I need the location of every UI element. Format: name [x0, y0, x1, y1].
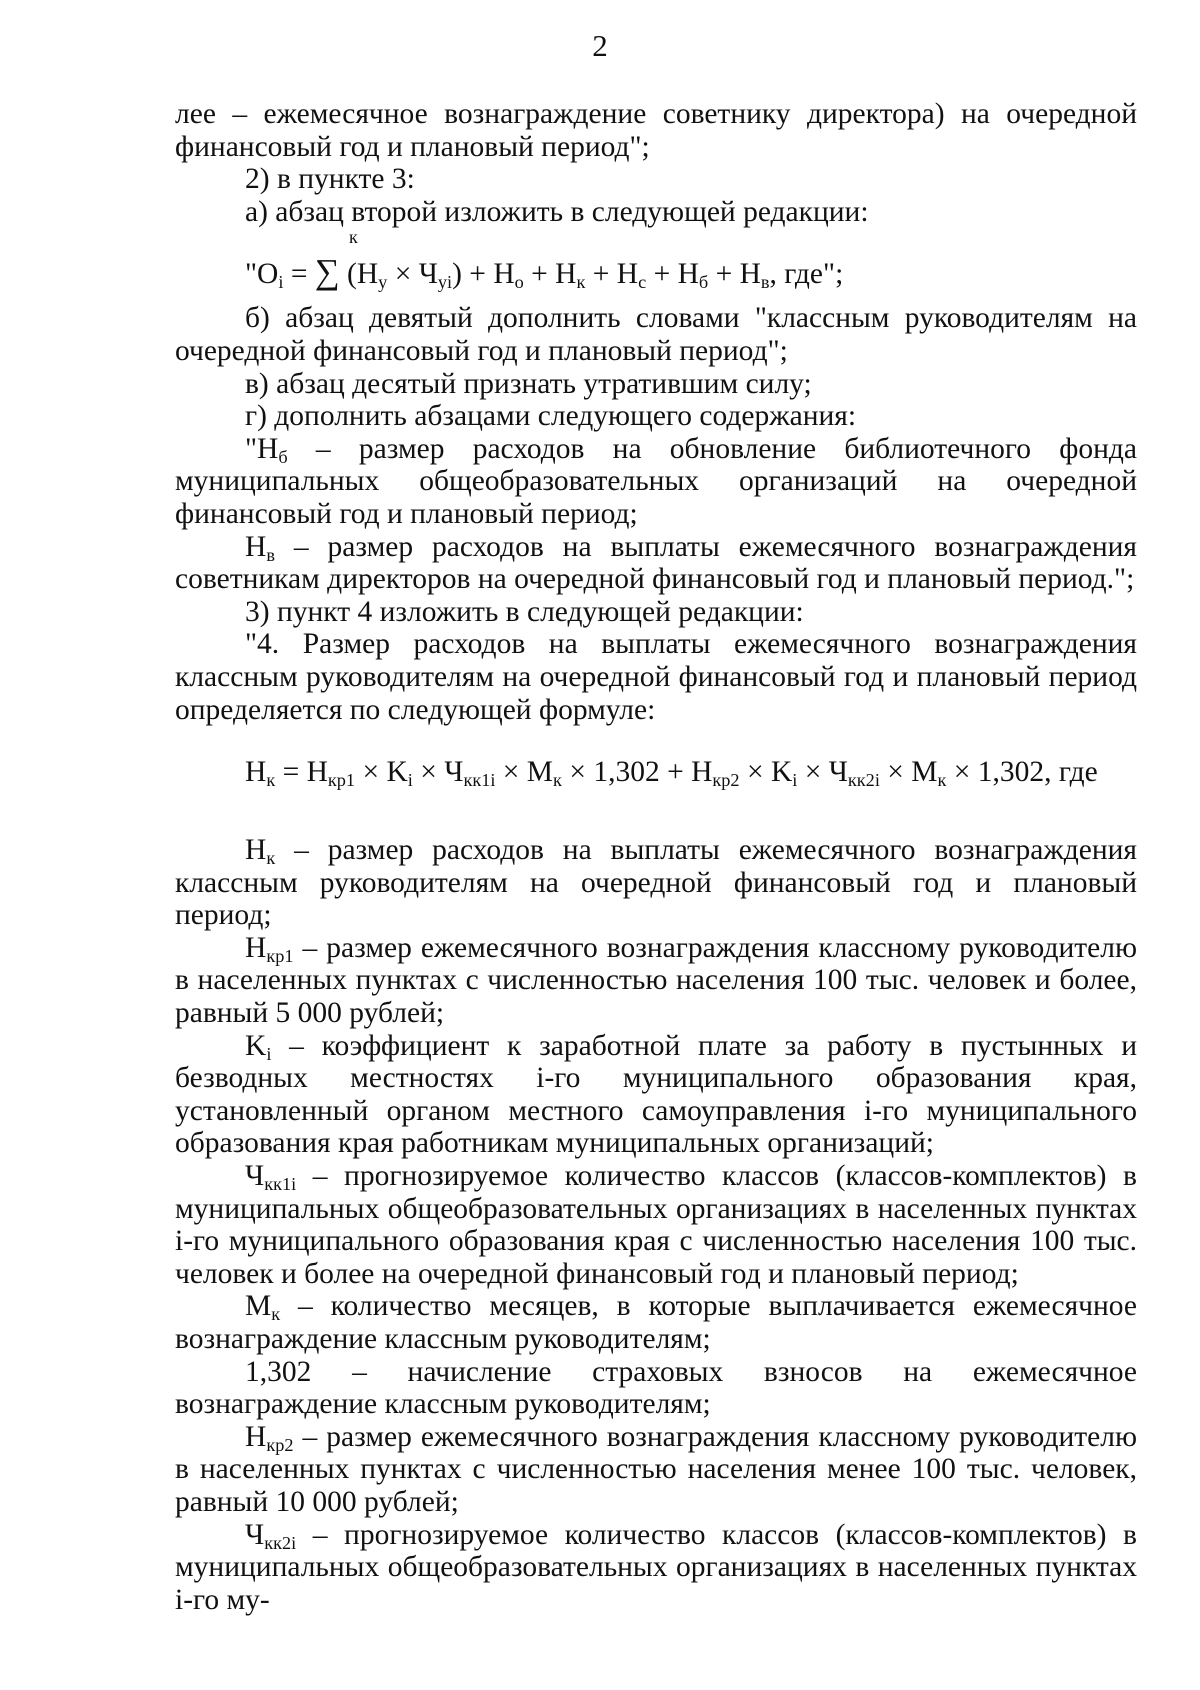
paragraph: г) дополнить абзацами следующего содержания: [245, 400, 857, 433]
paragraph: $Н_к$ – размер расходов на выплаты ежемесячного вознаграждения классным руководителям на очередной финансовый год и плановый период; [175, 834, 1137, 932]
paragraph: $K_i$ – коэффициент к заработной плате за работу в пустынных и безводных местностях i-го муниципального образования края, установленный органом местного самоуправления i-го муниципального образования края работникам муниципальных организаций; [175, 1029, 1137, 1160]
paragraph: в) абзац десятый признать утратившим силу; [245, 367, 812, 400]
paragraph: б) абзац девятый дополнить словами "классным руководителям на очередной финансовый год и плановый период"; [175, 302, 1137, 367]
paragraph: а) абзац второй изложить в следующей редакции: [245, 195, 869, 228]
paragraph: $Н_в$ – размер расходов на выплаты ежемесячного вознаграждения советникам директоров на очередной финансовый год и плановый период."; [175, 530, 1137, 596]
paragraph: 1,302 – начисление страховых взносов на ежемесячное вознаграждение классным руководителям; [175, 1355, 1137, 1421]
paragraph: $М_к$ – количество месяцев, в которые выплачивается ежемесячное вознаграждение классным руководителям; [175, 1290, 1137, 1355]
formula-oi [245, 228, 1137, 302]
paragraph: $Ч_{кк2i}$ – прогнозируемое количество классов (классов-комплектов) в муниципальных общеобразовательных организациях в населенных пунктах i-го му- [175, 1518, 1137, 1616]
body-text [175, 98, 1137, 1616]
sum-upper-limit: к [349, 227, 358, 248]
paragraph: 2) в пункте 3: [245, 163, 415, 196]
paragraph: $Н_{кр2}$ – размер ежемесячного вознаграждения классному руководителю в населенных пунктах с численностью населения менее 100 тыс. человек, равный 10 000 рублей; [175, 1420, 1137, 1518]
formula-nk: $Н_к = Н_{кр1} \times K_i \times Ч_{кк1i} \times М_к \times 1,302 + Н_{кр2} \times K_i \times Ч_{кк2i} \times М_к \times 1,302$, где [245, 756, 1098, 791]
paragraph: "4. Размер расходов на выплаты ежемесячного вознаграждения классным руководителям на очередной финансовый год и плановый период определяется по следующей формуле: [175, 628, 1137, 726]
paragraph: $Н_{кр1}$ – размер ежемесячного вознаграждения классному руководителю в населенных пунктах с численностью населения 100 тыс. человек и более, равный 5 000 рублей; [175, 931, 1137, 1030]
page-number: 2 [592, 28, 608, 63]
paragraph: 3) пункт 4 изложить в следующей редакции: [245, 595, 804, 628]
paragraph: $Ч_{кк1i}$ – прогнозируемое количество классов (классов-комплектов) в муниципальных общеобразовательных организациях в населенных пунктах i-го муниципального образования края с численностью населения 100 тыс. человек и более на очередной финансовый год и плановый период; [175, 1160, 1137, 1290]
paragraph: лее – ежемесячное вознаграждение советнику директора) на очередной финансовый год и плановый период"; [175, 98, 1137, 163]
paragraph: "$Н_б$ – размер расходов на обновление библиотечного фонда муниципальных общеобразовательных организаций на очередной финансовый год и плановый период; [175, 432, 1137, 530]
formula-oi-expression: "$O_i$ = ∑ $(Н_у \times Ч_{уi}) + Н_о + Н_к + Н_с + Н_б + Н_в$, где"; [245, 252, 844, 293]
